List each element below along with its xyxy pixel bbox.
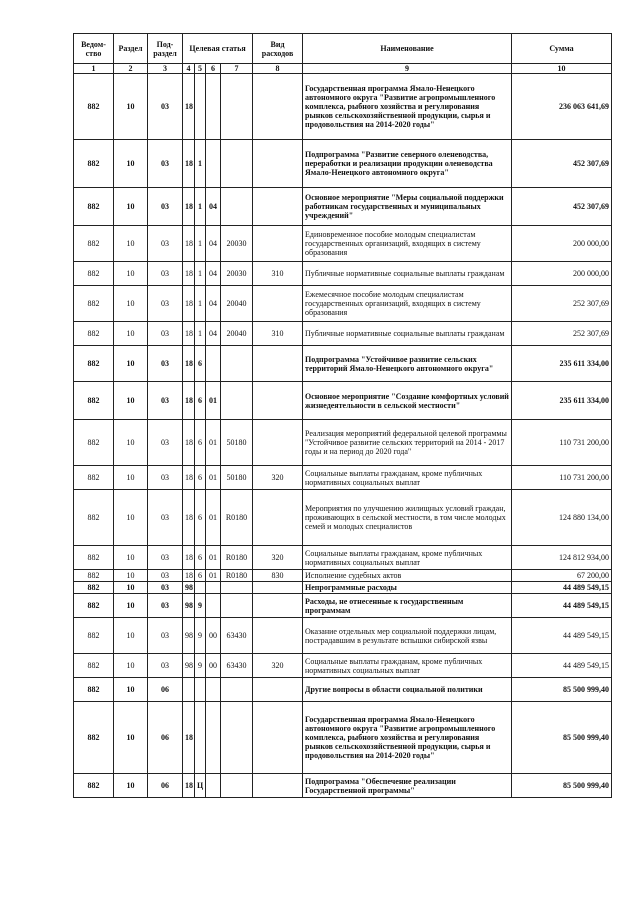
cell-name: Ежемесячное пособие молодым специалистам государственных организаций, входящих в систему образования (303, 286, 512, 322)
cell-target-program: 18 (183, 420, 195, 466)
cell-target-code: R0180 (221, 570, 253, 582)
cell-vedomstvo: 882 (74, 702, 114, 774)
cell-target-measure: 01 (206, 546, 221, 570)
table-row (74, 346, 612, 382)
cell-expense-type (253, 678, 303, 702)
cell-sum: 110 731 200,00 (512, 466, 612, 490)
cell-vedomstvo: 882 (74, 226, 114, 262)
cell-sum: 67 200,00 (512, 570, 612, 582)
cell-sum: 452 307,69 (512, 188, 612, 226)
cell-expense-type: 310 (253, 262, 303, 286)
cell-target-measure (206, 702, 221, 774)
column-number: 1 (74, 64, 114, 74)
cell-target-program: 98 (183, 582, 195, 594)
cell-target-measure: 01 (206, 466, 221, 490)
cell-name: Подпрограмма "Развитие северного оленеводства, переработки и реализации продукции оленеводства Ямало-Ненецкого автономного округа" (303, 140, 512, 188)
cell-target-measure (206, 582, 221, 594)
table-row (74, 226, 612, 262)
cell-name: Подпрограмма "Обеспечение реализации Государственной программы" (303, 774, 512, 798)
cell-target-code: R0180 (221, 490, 253, 546)
cell-target-code (221, 582, 253, 594)
cell-expense-type: 320 (253, 654, 303, 678)
cell-target-code: 50180 (221, 466, 253, 490)
cell-sum: 252 307,69 (512, 286, 612, 322)
cell-target-subprogram (195, 582, 206, 594)
table-row (74, 286, 612, 322)
cell-target-subprogram: 6 (195, 420, 206, 466)
table-row (74, 322, 612, 346)
cell-target-subprogram: 9 (195, 618, 206, 654)
cell-target-code: 20030 (221, 226, 253, 262)
table-row (74, 466, 612, 490)
cell-name: Мероприятия по улучшению жилищных условий граждан, проживающих в сельской местности, в том числе молодых семей и молодых специалистов (303, 490, 512, 546)
cell-name: Другие вопросы в области социальной политики (303, 678, 512, 702)
cell-sum: 85 500 999,40 (512, 702, 612, 774)
cell-razdel: 10 (114, 420, 148, 466)
cell-target-subprogram: 1 (195, 226, 206, 262)
cell-vedomstvo: 882 (74, 286, 114, 322)
cell-podrazdel: 03 (148, 618, 183, 654)
cell-vedomstvo: 882 (74, 346, 114, 382)
table-row (74, 140, 612, 188)
cell-podrazdel: 03 (148, 570, 183, 582)
column-number: 3 (148, 64, 183, 74)
cell-expense-type (253, 702, 303, 774)
cell-expense-type (253, 490, 303, 546)
cell-vedomstvo: 882 (74, 140, 114, 188)
cell-target-measure (206, 74, 221, 140)
cell-podrazdel: 03 (148, 490, 183, 546)
cell-name: Публичные нормативные социальные выплаты гражданам (303, 322, 512, 346)
cell-target-subprogram: 9 (195, 594, 206, 618)
cell-razdel: 10 (114, 322, 148, 346)
cell-target-measure: 04 (206, 322, 221, 346)
cell-podrazdel: 03 (148, 582, 183, 594)
table-row (74, 420, 612, 466)
column-number: 8 (253, 64, 303, 74)
cell-target-code: 20040 (221, 322, 253, 346)
cell-target-subprogram: Ц (195, 774, 206, 798)
cell-podrazdel: 03 (148, 286, 183, 322)
table-row (74, 678, 612, 702)
cell-razdel: 10 (114, 74, 148, 140)
budget-document (73, 33, 612, 798)
cell-vedomstvo: 882 (74, 570, 114, 582)
cell-podrazdel: 03 (148, 594, 183, 618)
cell-target-code (221, 346, 253, 382)
cell-vedomstvo: 882 (74, 678, 114, 702)
table-row (74, 490, 612, 546)
column-number-row (74, 64, 612, 74)
cell-name: Публичные нормативные социальные выплаты гражданам (303, 262, 512, 286)
cell-expense-type (253, 140, 303, 188)
cell-target-program: 18 (183, 226, 195, 262)
cell-vedomstvo: 882 (74, 490, 114, 546)
cell-target-program: 18 (183, 140, 195, 188)
cell-razdel: 10 (114, 262, 148, 286)
cell-target-subprogram: 6 (195, 382, 206, 420)
cell-expense-type (253, 346, 303, 382)
cell-expense-type: 830 (253, 570, 303, 582)
cell-expense-type (253, 382, 303, 420)
cell-target-code (221, 594, 253, 618)
table-row (74, 618, 612, 654)
cell-target-program (183, 678, 195, 702)
cell-target-subprogram: 6 (195, 546, 206, 570)
cell-name: Государственная программа Ямало-Ненецкого автономного округа "Развитие агропромышленного комплекса, рыбного хозяйства и регулирования рынков сельскохозяйственной продукции, сырья и продовольствия на 2014-2020 годы" (303, 702, 512, 774)
column-number: 10 (512, 64, 612, 74)
cell-vedomstvo: 882 (74, 420, 114, 466)
cell-target-subprogram: 1 (195, 140, 206, 188)
cell-target-measure: 04 (206, 262, 221, 286)
cell-target-program: 18 (183, 570, 195, 582)
table-row (74, 582, 612, 594)
cell-target-measure: 00 (206, 618, 221, 654)
header-vedomstvo: Ведом-ство (74, 34, 114, 64)
cell-expense-type: 320 (253, 466, 303, 490)
table-row (74, 594, 612, 618)
cell-expense-type (253, 618, 303, 654)
cell-target-code (221, 382, 253, 420)
cell-target-program: 18 (183, 74, 195, 140)
cell-podrazdel: 03 (148, 654, 183, 678)
cell-razdel: 10 (114, 570, 148, 582)
cell-target-measure: 01 (206, 570, 221, 582)
cell-podrazdel: 03 (148, 546, 183, 570)
cell-vedomstvo: 882 (74, 188, 114, 226)
cell-target-subprogram (195, 678, 206, 702)
cell-name: Государственная программа Ямало-Ненецкого автономного округа "Развитие агропромышленного комплекса, рыбного хозяйства и регулирования рынков сельскохозяйственной продукции, сырья и продовольствия на 2014-2020 годы" (303, 74, 512, 140)
cell-target-program: 18 (183, 382, 195, 420)
cell-razdel: 10 (114, 188, 148, 226)
cell-podrazdel: 06 (148, 702, 183, 774)
cell-name: Социальные выплаты гражданам, кроме публичных нормативных социальных выплат (303, 654, 512, 678)
cell-target-program: 18 (183, 188, 195, 226)
cell-expense-type (253, 582, 303, 594)
column-number: 2 (114, 64, 148, 74)
budget-rows (74, 74, 612, 798)
cell-sum: 252 307,69 (512, 322, 612, 346)
cell-sum: 44 489 549,15 (512, 582, 612, 594)
cell-target-program: 18 (183, 490, 195, 546)
cell-target-code: 20030 (221, 262, 253, 286)
cell-target-code: 50180 (221, 420, 253, 466)
cell-razdel: 10 (114, 140, 148, 188)
cell-sum: 110 731 200,00 (512, 420, 612, 466)
cell-vedomstvo: 882 (74, 322, 114, 346)
cell-target-measure (206, 774, 221, 798)
cell-podrazdel: 03 (148, 140, 183, 188)
column-number: 6 (206, 64, 221, 74)
cell-target-subprogram: 6 (195, 346, 206, 382)
cell-target-measure: 01 (206, 490, 221, 546)
cell-vedomstvo: 882 (74, 546, 114, 570)
cell-vedomstvo: 882 (74, 262, 114, 286)
header-razdel: Раздел (114, 34, 148, 64)
cell-vedomstvo: 882 (74, 582, 114, 594)
table-row (74, 188, 612, 226)
cell-podrazdel: 03 (148, 382, 183, 420)
cell-sum: 452 307,69 (512, 140, 612, 188)
cell-razdel: 10 (114, 226, 148, 262)
cell-target-subprogram: 1 (195, 322, 206, 346)
cell-razdel: 10 (114, 582, 148, 594)
column-number: 5 (195, 64, 206, 74)
cell-vedomstvo: 882 (74, 382, 114, 420)
cell-target-measure: 04 (206, 188, 221, 226)
cell-target-subprogram: 6 (195, 570, 206, 582)
cell-podrazdel: 03 (148, 420, 183, 466)
cell-podrazdel: 06 (148, 678, 183, 702)
cell-target-program: 18 (183, 774, 195, 798)
cell-target-measure: 04 (206, 226, 221, 262)
table-row (74, 774, 612, 798)
cell-sum: 44 489 549,15 (512, 594, 612, 618)
cell-target-measure (206, 678, 221, 702)
table-row (74, 702, 612, 774)
cell-razdel: 10 (114, 594, 148, 618)
cell-podrazdel: 06 (148, 774, 183, 798)
cell-target-subprogram (195, 702, 206, 774)
cell-target-subprogram (195, 74, 206, 140)
cell-expense-type: 310 (253, 322, 303, 346)
cell-target-measure: 01 (206, 382, 221, 420)
cell-sum: 235 611 334,00 (512, 382, 612, 420)
cell-expense-type (253, 420, 303, 466)
cell-expense-type (253, 226, 303, 262)
cell-podrazdel: 03 (148, 188, 183, 226)
cell-target-measure (206, 346, 221, 382)
cell-target-subprogram: 6 (195, 490, 206, 546)
header-naimenovanie: Наименование (303, 34, 512, 64)
cell-target-program: 18 (183, 262, 195, 286)
cell-name: Оказание отдельных мер социальной поддержки лицам, пострадавшим в результате вспышки сибирской язвы (303, 618, 512, 654)
cell-razdel: 10 (114, 546, 148, 570)
cell-razdel: 10 (114, 466, 148, 490)
cell-sum: 124 880 134,00 (512, 490, 612, 546)
cell-target-measure: 04 (206, 286, 221, 322)
cell-expense-type (253, 594, 303, 618)
header-celevaya-statya: Целевая статья (183, 34, 253, 64)
cell-name: Социальные выплаты гражданам, кроме публичных нормативных социальных выплат (303, 466, 512, 490)
table-row (74, 570, 612, 582)
table-row (74, 262, 612, 286)
cell-target-program: 98 (183, 618, 195, 654)
cell-razdel: 10 (114, 702, 148, 774)
cell-expense-type: 320 (253, 546, 303, 570)
cell-target-program: 18 (183, 346, 195, 382)
cell-sum: 85 500 999,40 (512, 774, 612, 798)
column-number: 9 (303, 64, 512, 74)
cell-razdel: 10 (114, 654, 148, 678)
cell-target-code (221, 702, 253, 774)
cell-razdel: 10 (114, 346, 148, 382)
cell-expense-type (253, 774, 303, 798)
header-podrazdel: Под-раздел (148, 34, 183, 64)
cell-target-code (221, 140, 253, 188)
cell-vedomstvo: 882 (74, 594, 114, 618)
table-row (74, 74, 612, 140)
cell-podrazdel: 03 (148, 322, 183, 346)
cell-target-program: 18 (183, 466, 195, 490)
cell-target-subprogram: 1 (195, 188, 206, 226)
cell-expense-type (253, 74, 303, 140)
cell-target-program: 18 (183, 286, 195, 322)
cell-target-program: 18 (183, 322, 195, 346)
cell-podrazdel: 03 (148, 262, 183, 286)
cell-name: Исполнение судебных актов (303, 570, 512, 582)
cell-sum: 236 063 641,69 (512, 74, 612, 140)
cell-vedomstvo: 882 (74, 774, 114, 798)
header-summa: Сумма (512, 34, 612, 64)
header-vid-rashodov: Вид расходов (253, 34, 303, 64)
cell-sum: 235 611 334,00 (512, 346, 612, 382)
cell-target-code (221, 74, 253, 140)
cell-podrazdel: 03 (148, 74, 183, 140)
cell-name: Непрограммные расходы (303, 582, 512, 594)
cell-target-code: 20040 (221, 286, 253, 322)
cell-target-code: 63430 (221, 654, 253, 678)
column-number: 7 (221, 64, 253, 74)
cell-target-subprogram: 1 (195, 262, 206, 286)
cell-razdel: 10 (114, 618, 148, 654)
cell-target-measure (206, 140, 221, 188)
cell-sum: 200 000,00 (512, 262, 612, 286)
cell-sum: 44 489 549,15 (512, 654, 612, 678)
cell-name: Реализация мероприятий федеральной целевой программы "Устойчивое развитие сельских территорий на 2014 - 2017 годы и на период до 2020 года" (303, 420, 512, 466)
cell-target-code (221, 678, 253, 702)
cell-podrazdel: 03 (148, 226, 183, 262)
cell-target-subprogram: 9 (195, 654, 206, 678)
cell-podrazdel: 03 (148, 466, 183, 490)
cell-expense-type (253, 188, 303, 226)
cell-name: Основное мероприятие "Создание комфортных условий жизнедеятельности в сельской местности" (303, 382, 512, 420)
cell-sum: 44 489 549,15 (512, 618, 612, 654)
cell-target-measure: 00 (206, 654, 221, 678)
cell-target-measure (206, 594, 221, 618)
cell-sum: 85 500 999,40 (512, 678, 612, 702)
cell-name: Расходы, не отнесенные к государственным программам (303, 594, 512, 618)
table-row (74, 382, 612, 420)
cell-vedomstvo: 882 (74, 74, 114, 140)
cell-target-code (221, 188, 253, 226)
cell-target-program: 18 (183, 702, 195, 774)
cell-target-program: 18 (183, 546, 195, 570)
cell-sum: 124 812 934,00 (512, 546, 612, 570)
table-row (74, 546, 612, 570)
cell-razdel: 10 (114, 382, 148, 420)
table-row (74, 654, 612, 678)
cell-target-measure: 01 (206, 420, 221, 466)
cell-vedomstvo: 882 (74, 466, 114, 490)
cell-name: Социальные выплаты гражданам, кроме публичных нормативных социальных выплат (303, 546, 512, 570)
cell-target-code (221, 774, 253, 798)
cell-vedomstvo: 882 (74, 654, 114, 678)
header-row (74, 34, 612, 64)
cell-target-subprogram: 6 (195, 466, 206, 490)
cell-name: Единовременное пособие молодым специалистам государственных организаций, входящих в систему образования (303, 226, 512, 262)
cell-target-code: R0180 (221, 546, 253, 570)
cell-name: Подпрограмма "Устойчивое развитие сельских территорий Ямало-Ненецкого автономного округа" (303, 346, 512, 382)
column-number: 4 (183, 64, 195, 74)
cell-razdel: 10 (114, 286, 148, 322)
cell-razdel: 10 (114, 774, 148, 798)
cell-podrazdel: 03 (148, 346, 183, 382)
cell-target-program: 98 (183, 594, 195, 618)
cell-vedomstvo: 882 (74, 618, 114, 654)
cell-target-program: 98 (183, 654, 195, 678)
cell-target-subprogram: 1 (195, 286, 206, 322)
budget-table (73, 33, 612, 798)
cell-razdel: 10 (114, 678, 148, 702)
cell-name: Основное мероприятие "Меры социальной поддержки работникам государственных и муниципальных учреждений" (303, 188, 512, 226)
cell-target-code: 63430 (221, 618, 253, 654)
cell-sum: 200 000,00 (512, 226, 612, 262)
cell-razdel: 10 (114, 490, 148, 546)
cell-expense-type (253, 286, 303, 322)
